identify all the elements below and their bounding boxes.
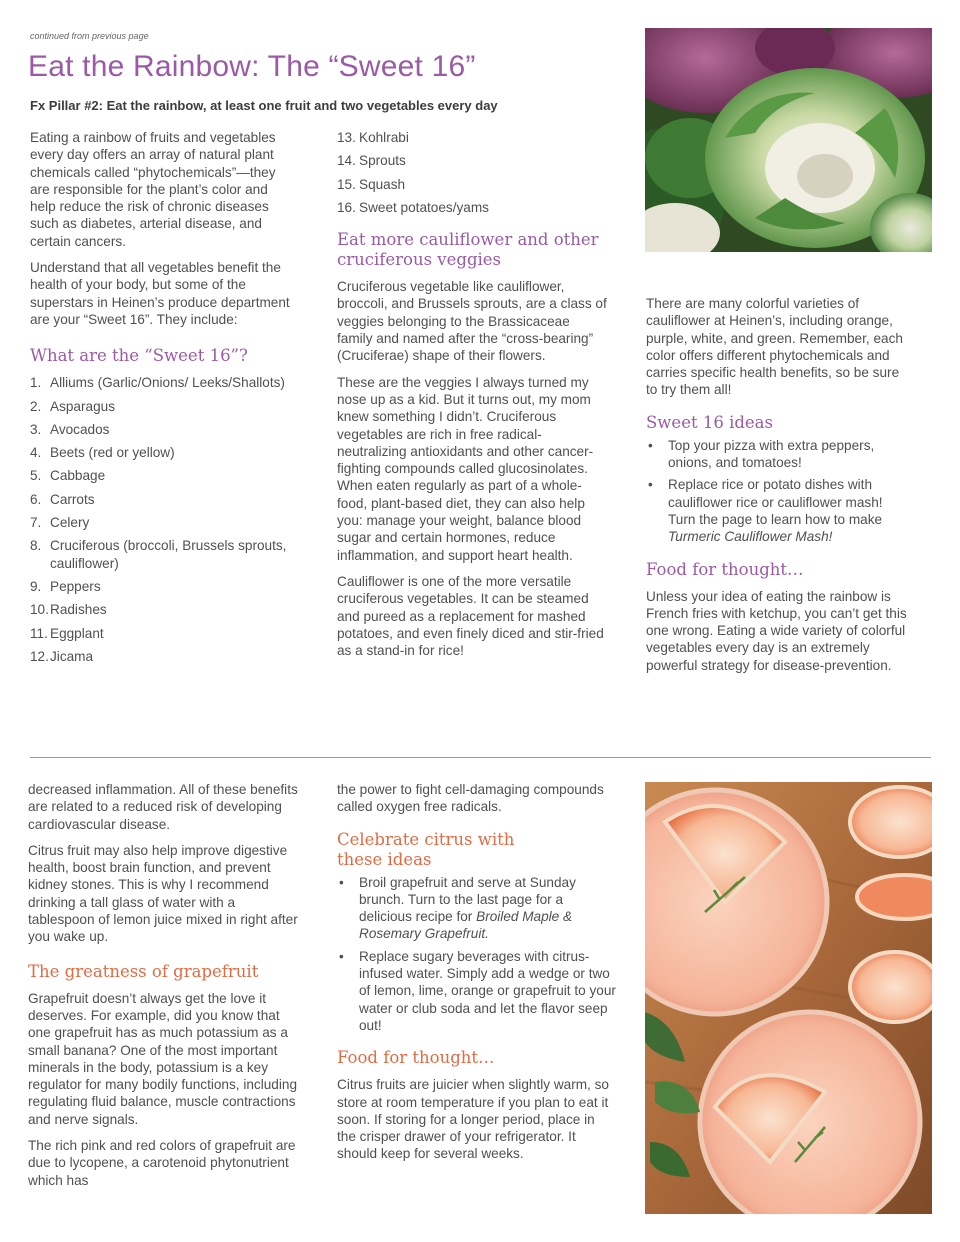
grapefruit-paragraph-2: The rich pink and red colors of grapefruit are due to lycopene, a carotenoid phytonutrient which has [28,1138,296,1188]
list-item: 5. Cabbage [30,468,106,484]
list-item: 7. Celery [30,515,90,531]
page-title: Eat the Rainbow: The “Sweet 16” [28,50,476,83]
list-item: 13. Kohlrabi [337,130,409,145]
grapefruit-drinks-photo [645,782,932,1214]
citrus-ideas-heading: Celebrate citrus with these ideas [337,829,515,869]
list-item: 8. Cruciferous (broccoli, Brussels sprouts, cauliflower) [30,538,287,571]
cruciferous-paragraph-3: Cauliflower is one of the more versatile cruciferous vegetables. It can be steamed and pureed as a replacement for mashed potatoes, and even finely diced and stir-fried as a stand-in for rice! [337,573,604,659]
food-for-thought-paragraph: Unless your idea of eating the rainbow is French fries with ketchup, you can’t get this one wrong. Eating a wide variety of colorful vegetables every day is an extremely powerful strategy for disease-prevention. [646,588,907,673]
sweet16-list [30,374,295,665]
food-for-thought-heading: Food for thought… [646,559,804,579]
citrus-food-for-thought-paragraph: Citrus fruits are juicier when slightly warm, so store at room temperature if you plan to eat it soon. If storing for a longer period, place in the crisper drawer of your refrigerator. It should keep for several weeks. [337,1077,609,1162]
grapefruit-paragraph-1: Grapefruit doesn’t always get the love it deserves. For example, did you know that one grapefruit has as much potassium as a small banana? One of the most important minerals in the body, potassium is a key regulator for many bodily functions, including regulating fluid balance, muscle contractions and nerve signals. [28,990,298,1127]
recipe-reference: Turmeric Cauliflower Mash! [668,529,833,545]
kale-photo [645,28,932,252]
list-item: 4. Beets (red or yellow) [30,445,175,461]
list-item: • Top your pizza with extra peppers, onions, and tomatoes! [646,437,908,472]
list-item: 14. Sprouts [337,153,406,169]
list-item: 12. Jicama [30,648,94,664]
list-item: 3. Avocados [30,421,110,437]
continued-note: continued from previous page [30,31,149,41]
citrus-ideas-list [337,874,617,1035]
list-item: • Broil grapefruit and serve at Sunday brunch. Turn to the last page for a delicious recipe for Broiled Maple & Rosemary Grapefruit. [337,874,617,943]
list-item: 11. Eggplant [30,625,104,641]
list-item: 10. Radishes [30,602,107,618]
list-item: • Replace rice or potato dishes with cauliflower rice or cauliflower mash! Turn the page to learn how to make Turmeric Cauliflower Mash! [646,476,908,545]
citrus-food-for-thought-heading: Food for thought… [337,1048,495,1068]
citrus-paragraph: Citrus fruit may also help improve digestive health, boost brain function, and prevent kidney stones. This is why I recommend drinking a tall glass of water with a tablespoon of lemon juice mixed in right after you wake up. [28,842,298,945]
section-divider [30,757,931,758]
bottom-column-2 [337,781,617,1172]
list-item: 1. Alliums (Garlic/Onions/ Leeks/Shallots) [30,375,285,391]
inflammation-paragraph: decreased inflammation. All of these benefits are related to a reduced risk of developing cardiovascular disease. [28,782,298,832]
cruciferous-heading: Eat more cauliflower and other cruciferous veggies [337,230,599,270]
sweet16-list-continued [337,129,609,216]
recipe-reference: Broiled Maple & Rosemary Grapefruit. [359,909,573,942]
intro-paragraph: Eating a rainbow of fruits and vegetables every day offers an array of natural plant chemicals called “phytochemicals”—they are responsible for the plant’s color and help reduce the risk of chronic diseases such as diabetes, arterial disease, and certain cancers. [30,130,276,249]
sweet16-ideas-heading: Sweet 16 ideas [646,412,773,432]
list-item: 6. Carrots [30,491,95,507]
top-column-1 [30,129,295,671]
understand-paragraph: Understand that all vegetables benefit the health of your body, but some of the superstars in Heinen’s produce department are your “Sweet 16”. They include: [30,260,290,327]
list-item: • Replace sugary beverages with citrus-infused water. Simply add a wedge or two of lemon, lime, orange or grapefruit to your water or club soda and let the flavor seep out! [337,948,617,1034]
bottom-column-1 [28,781,300,1198]
cruciferous-paragraph-2: These are the veggies I always turned my nose up as a kid. But it turns out, my mom knew something I didn’t. Cruciferous vegetables are rich in free radical-neutralizing antioxidants and other cancer-fighting compounds called glucosinolates. When eaten regularly as part of a whole-food, plant-based diet, they can also help you: manage your weight, balance blood sugar and certain hormones, reduce inflammation, and support heart health. [337,374,594,563]
list-item: 16. Sweet potatoes/yams [337,199,489,215]
free-radicals-paragraph: the power to fight cell-damaging compounds called oxygen free radicals. [337,782,604,815]
sweet16-heading: What are the “Sweet 16”? [30,346,248,366]
cruciferous-paragraph-1: Cruciferous vegetable like cauliflower, broccoli, and Brussels sprouts, are a class of veggies belonging to the Brassicaceae family and named after the “cross-bearing” (Cruciferae) shape of their flowers. [337,279,607,364]
top-column-2 [337,129,609,668]
pillar-subtitle: Fx Pillar #2: Eat the rainbow, at least one fruit and two vegetables every day [30,98,498,113]
cauliflower-varieties-paragraph: There are many colorful varieties of cauliflower at Heinen’s, including orange, purple, white, and green. Remember, each color offers different phytochemicals and carries specific health benefits, so be sure to try them all! [646,296,903,398]
list-item: 2. Asparagus [30,398,115,414]
sweet16-ideas-list [646,437,908,546]
top-column-3 [646,295,908,683]
grapefruit-heading: The greatness of grapefruit [28,961,259,981]
list-item: 9. Peppers [30,578,101,594]
list-item: 15. Squash [337,176,406,192]
